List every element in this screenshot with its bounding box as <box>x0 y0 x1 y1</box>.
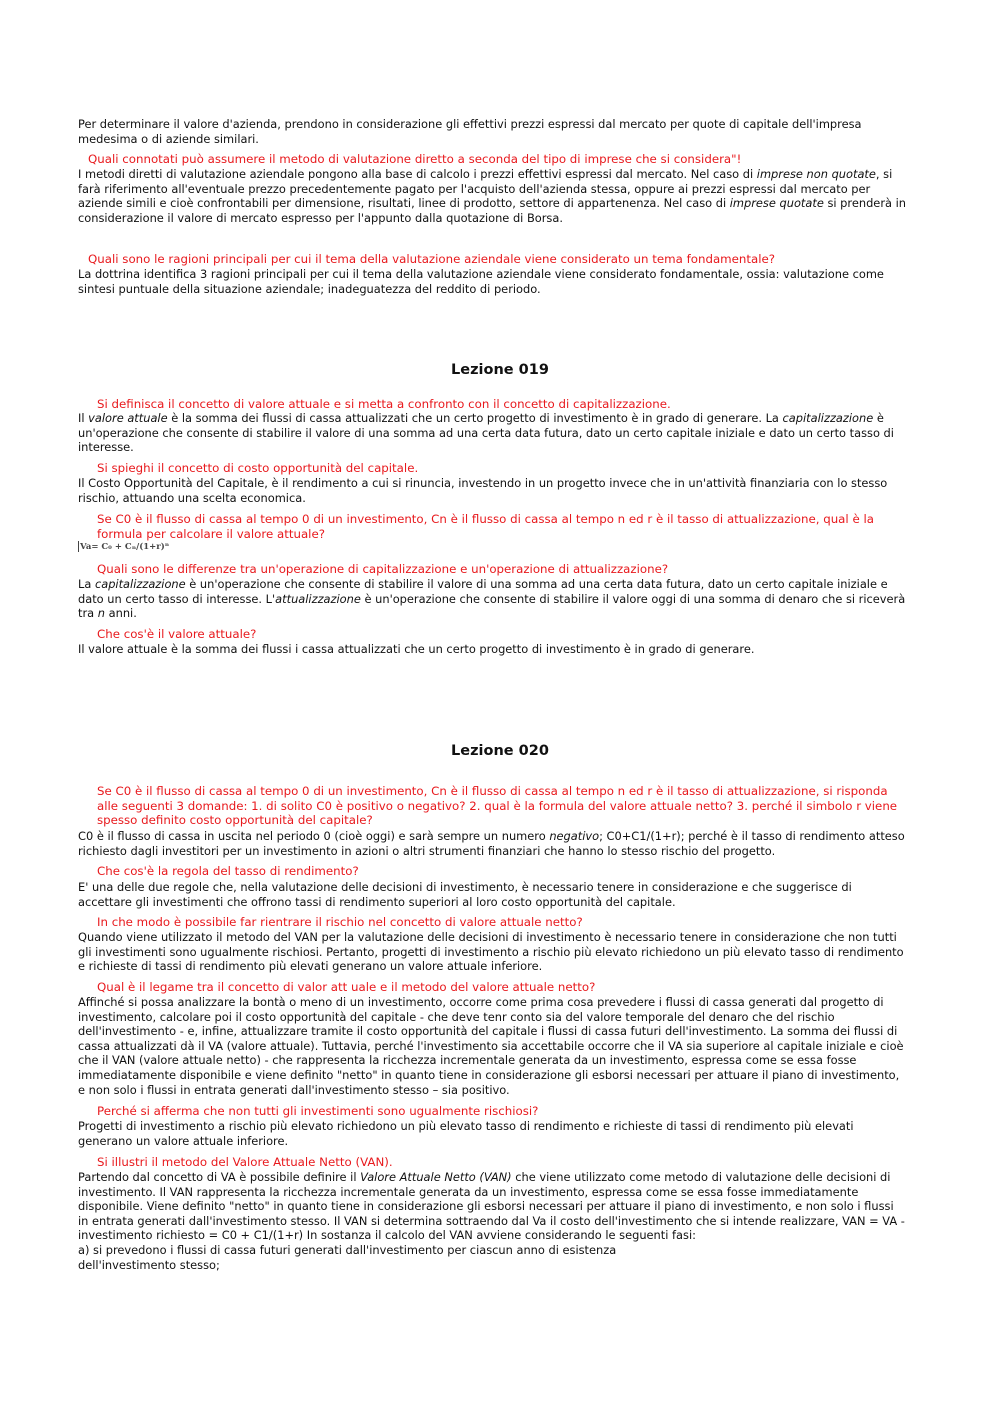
question-opportunity-cost: Si spieghi il concetto di costo opportunità del capitale. <box>97 461 419 475</box>
pv-formula-image: Va= C₀ + Cₙ/(1+r)ⁿ <box>80 542 170 552</box>
answer-direct-valuation: I metodi diretti di valutazione aziendale pongono alla base di calcolo i prezzi effettivi espressi dal mercato. Nel caso di imprese non quotate, si farà riferimento all'eventuale prezzo precedentemente pagato per l'acquisto dell'azienda stessa, oppure ai prezzi espressi dal mercato per aziende simili e cioè confrontabili per dimensione, risultati, linee di prodotto, settore di appartenenza. Nel caso di imprese quotate si prenderà in considerazione il valore di mercato espresso per l'appunto dalla quotazione di Borsa. <box>78 167 906 225</box>
question-rate-of-return-rule: Che cos'è la regola del tasso di rendimento? <box>97 864 359 878</box>
question-direct-valuation: Quali connotati può assumere il metodo di valutazione diretto a seconda del tipo di imprese che si considera"! <box>88 152 742 166</box>
intro-paragraph: Per determinare il valore d'azienda, prendono in considerazione gli effettivi prezzi espressi dal mercato per quote di capitale dell'impresa medesima o di aziende similari. <box>78 117 862 146</box>
answer-opportunity-cost: Il Costo Opportunità del Capitale, è il rendimento a cui si rinuncia, investendo in un progetto invece che in un'attività finanziaria con lo stesso rischio, attuando una scelta economica. <box>78 476 888 505</box>
answer-risk-in-npv: Quando viene utilizzato il metodo del VAN per la valutazione delle decisioni di investimento è necessario tenere in considerazione che non tutti gli investimenti sono ugualmente rischiosi. Pertanto, progetti di investimento a rischio più elevato richiedono un più elevato tasso di rendimento e richieste di tassi di rendimento più elevati generano un valore attuale inferiore. <box>78 930 904 974</box>
question-what-is-pv: Che cos'è il valore attuale? <box>97 627 257 641</box>
lesson-20-title: Lezione 020 <box>451 743 549 759</box>
answer-present-value-definition: Il valore attuale è la somma dei flussi di cassa attualizzati che un certo progetto di investimento è in grado di generare. La capitalizzazione è un'operazione che consente di stabilire il valore di una somma ad una certa data futura, dato un certo capitale iniziale e dato un certo tasso di interesse. <box>78 411 894 455</box>
answer-capitalization-vs-discounting: La capitalizzazione è un'operazione che consente di stabilire il valore di una somma ad una certa data futura, dato un certo capitale iniziale e dato un certo tasso di interesse. L'attualizzazione è un'operazione che consente di stabilire il valore oggi di una somma di denaro che si riceverà tra n anni. <box>78 577 906 621</box>
question-valuation-reasons: Quali sono le ragioni principali per cui il tema della valutazione aziendale viene considerato un tema fondamentale? <box>88 252 776 266</box>
question-investment-risk: Perché si afferma che non tutti gli investimenti sono ugualmente rischiosi? <box>97 1104 539 1118</box>
question-capitalization-vs-discounting: Quali sono le differenze tra un'operazione di capitalizzazione e un'operazione di attualizzazione? <box>97 562 669 576</box>
lesson-19-title: Lezione 019 <box>451 362 549 378</box>
answer-rate-of-return-rule: E' una delle due regole che, nella valutazione delle decisioni di investimento, è necessario tenere in considerazione e che suggerisce di accettare gli investimenti che offrono tassi di rendimento superiori al loro costo opportunità del capitale. <box>78 880 852 909</box>
question-risk-in-npv: In che modo è possibile far rientrare il rischio nel concetto di valore attuale netto? <box>97 915 583 929</box>
answer-investment-risk: Progetti di investimento a rischio più elevato richiedono un più elevato tasso di rendimento e richieste di tassi di rendimento più elevati generano un valore attuale inferiore. <box>78 1119 854 1148</box>
question-npv-method: Si illustri il metodo del Valore Attuale Netto (VAN). <box>97 1155 393 1169</box>
question-c0-three-questions: Se C0 è il flusso di cassa al tempo 0 di un investimento, Cn è il flusso di cassa al tempo n ed r è il tasso di attualizzazione, si risponda alle seguenti 3 domande: 1. di solito C0 è positivo o negativo? 2. qual è la formula del valore attuale netto? 3. perché il simbolo r viene spesso definito costo opportunità del capitale? <box>97 784 898 828</box>
answer-what-is-pv: Il valore attuale è la somma dei flussi i cassa attualizzati che un certo progetto di investimento è in grado di generare. <box>78 642 755 656</box>
answer-c0-three-questions: C0 è il flusso di cassa in uscita nel periodo 0 (cioè oggi) e sarà sempre un numero negativo; C0+C1/(1+r); perché è il tasso di rendimento atteso richiesto dagli investitori per un investimento in azioni o altri strumenti finanziari che hanno lo stesso rischio del progetto. <box>78 829 905 858</box>
question-pv-formula: Se C0 è il flusso di cassa al tempo 0 di un investimento, Cn è il flusso di cassa al tempo n ed r è il tasso di attualizzazione, qual è la formula per calcolare il valore attuale? <box>97 512 874 541</box>
text-cursor-mark <box>78 541 79 552</box>
answer-npv-method: Partendo dal concetto di VA è possibile definire il Valore Attuale Netto (VAN) che viene utilizzato come metodo di valutazione delle decisioni di investimento. Il VAN rappresenta la ricchezza incrementale generata da un investimento, espressa come se essa fosse immediatamente disponibile. Viene definito "netto" in quanto tiene in considerazione gli esborsi necessari per attuare il piano di investimento, e non solo i flussi in entrata generati dall'investimento stesso. Il VAN si determina sottraendo dal Va il costo dell'investimento che si intende realizzare, VAN = VA - investimento richiesto = C0 + C1/(1+r) In sostanza il calcolo del VAN avviene considerando le seguenti fasi: a) si prevedono i flussi di cassa futuri generati dall'investimento per ciascun anno di esistenza dell'investimento stesso; <box>78 1170 905 1272</box>
answer-pv-npv-link: Affinché si possa analizzare la bontà o meno di un investimento, occorre come prima cosa prevedere i flussi di cassa generati dal progetto di investimento, calcolare poi il costo opportunità del capitale - che deve tenr conto sia del valore temporale del denaro che del rischio dell'investimento - e, infine, attualizzare tramite il costo opportunità del capitale i flussi di cassa futuri dell'investimento. La somma dei flussi di cassa attualizzati dà il VA (valore attuale). Tuttavia, perché l'investimento sia accettabile occorre che il VA sia superiore al capitale iniziale e cioè che il VAN (valore attuale netto) - che rappresenta la ricchezza incrementale generata da un investimento, espressa come se essa fosse immediatamente disponibile e viene definito "netto" in quanto tiene in considerazione gli esborsi necessari per attuare il piano di investimento, e non solo i flussi in entrata generati dall'investimento stesso – sia positivo. <box>78 995 904 1097</box>
answer-valuation-reasons: La dottrina identifica 3 ragioni principali per cui il tema della valutazione aziendale viene considerato fondamentale, ossia: valutazione come sintesi puntuale della situazione aziendale; inadeguatezza del reddito di periodo. <box>78 267 884 296</box>
question-present-value-definition: Si definisca il concetto di valore attuale e si metta a confronto con il concetto di capitalizzazione. <box>97 397 671 411</box>
question-pv-npv-link: Qual è il legame tra il concetto di valor att uale e il metodo del valore attuale netto? <box>97 980 596 994</box>
